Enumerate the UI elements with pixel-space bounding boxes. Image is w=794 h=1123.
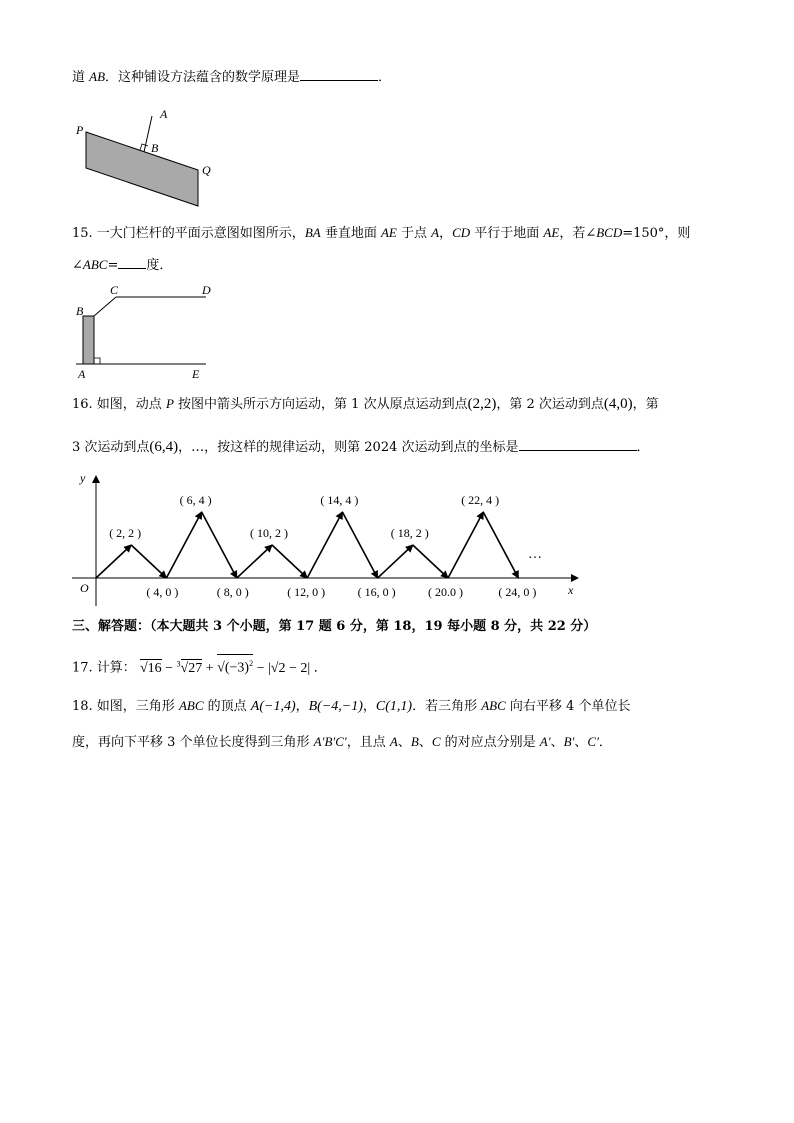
point-label: ( 20.0 ) (428, 585, 463, 599)
q16-line1: 16. 如图，动点 P 按图中箭头所示方向运动，第 1 次从原点运动到点(2,2)，第 2 次运动到点(4,0)，第 (72, 396, 659, 412)
section-3-heading: 三、解答题：（本大题共 3 个小题，第 17 题 6 分，第 18，19 每小题 8 分，共 22 分） (72, 619, 597, 634)
q14-tail-line (72, 68, 391, 87)
point-label: ( 24, 0 ) (498, 585, 537, 599)
segment-ab: AB (89, 69, 106, 84)
path-segment-1 (96, 545, 131, 578)
path-segment-11 (448, 512, 483, 578)
label-a: A (160, 107, 168, 121)
label-b: B (76, 304, 84, 318)
label-e: E (192, 367, 200, 381)
label-a: A (78, 367, 86, 381)
q17-line: 17. 计算： $√16 - ^3√27 + √(-3)^2 - |√2 - 2|$ ． (72, 654, 327, 678)
x-axis-label: x (568, 583, 574, 597)
text: ． (378, 70, 392, 85)
point-label: ( 4, 0 ) (146, 585, 179, 599)
path-segment-8 (342, 512, 377, 578)
ellipsis: … (528, 547, 542, 562)
label-d: D (202, 283, 211, 297)
q16-line2: 3 次运动到点(6,4)，…，按这样的规律运动，则第 2024 次运动到点的坐标是 ． (72, 439, 650, 455)
label-p: P (76, 123, 84, 137)
q15-line2: ∠ABC= 度． (72, 257, 173, 273)
point-label: ( 10, 2 ) (250, 526, 288, 540)
label-q: Q (202, 163, 211, 177)
text: 道 (72, 70, 90, 85)
q18-line2: 度，再向下平移 3 个单位长度得到三角形 A′B′C′，且点 A、B、C 的对应点分别是 A′、B′、C′． (72, 734, 612, 750)
path-segment-2 (131, 545, 166, 578)
point-label: ( 14, 4 ) (320, 493, 359, 507)
point-label: ( 16, 0 ) (357, 585, 396, 599)
path-segment-6 (272, 545, 307, 578)
point-label: ( 6, 4 ) (179, 493, 212, 507)
path-segment-10 (413, 545, 448, 578)
q15-line1: 15. 一大门栏杆的平面示意图如图所示，BA 垂直地面 AE 于点 A，CD 平行于地面 AE，若∠BCD=150°，则 (72, 225, 691, 241)
path-segment-12 (483, 512, 518, 578)
answer-blank[interactable] (300, 68, 378, 81)
text: ．这种铺设方法蕴含的数学原理是 (105, 70, 301, 85)
point-label: ( 18, 2 ) (390, 526, 429, 540)
answer-blank[interactable] (519, 438, 637, 451)
point-label: ( 8, 0 ) (216, 585, 249, 599)
path-segment-9 (378, 545, 413, 578)
figure-zigzag-chart (72, 466, 586, 606)
path-segment-5 (237, 545, 272, 578)
label-c: C (110, 283, 119, 297)
label-b: B (151, 141, 159, 155)
path-segment-3 (166, 512, 201, 578)
answer-blank[interactable] (118, 256, 146, 269)
figure-gate (72, 282, 222, 384)
point-label: ( 22, 4 ) (461, 493, 500, 507)
path-segment-7 (307, 512, 342, 578)
figure-parallelogram (72, 102, 232, 214)
point-label: ( 2, 2 ) (109, 526, 142, 540)
origin-label: O (80, 581, 89, 595)
point-label: ( 12, 0 ) (287, 585, 326, 599)
q18-line1: 18. 如图，三角形 ABC 的顶点 A(−1,4)，B(−4,−1)，C(1,1)．若三角形 ABC 向右平移 4 个单位长 (72, 698, 631, 714)
path-segment-4 (202, 512, 237, 578)
y-axis-label: y (80, 471, 86, 485)
